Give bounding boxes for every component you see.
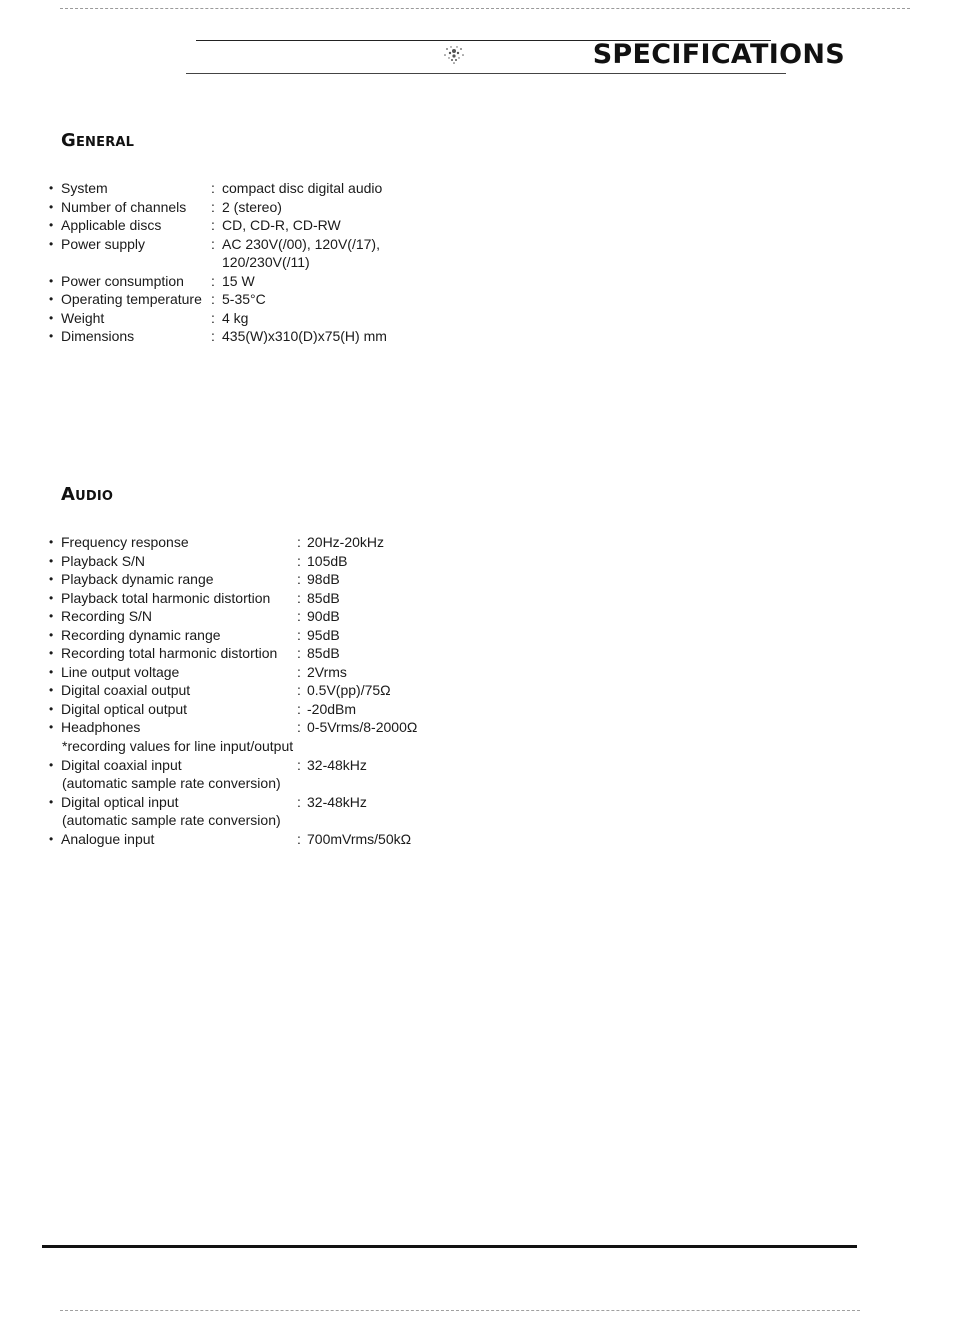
spec-label: Power consumption — [61, 272, 184, 289]
bullet-icon: • — [49, 181, 54, 195]
spec-value: 0-5Vrms/8-2000Ω — [307, 719, 418, 736]
spec-value: 4 kg — [222, 309, 249, 326]
spec-label: Digital optical output — [61, 700, 188, 717]
spec-separator: : — [297, 756, 301, 773]
spec-note: (automatic sample rate conversion) — [62, 812, 281, 829]
spec-label: Dimensions — [61, 328, 135, 345]
spec-label: Headphones — [61, 719, 141, 736]
spec-value: AC 230V(/00), 120V(/17), — [222, 235, 380, 252]
bullet-icon: • — [49, 757, 54, 772]
spec-label: Recording dynamic range — [61, 626, 221, 643]
spec-value: 2 (stereo) — [222, 198, 282, 215]
spec-label: Frequency response — [61, 534, 189, 550]
spec-separator: : — [297, 663, 301, 680]
spec-value: 700mVrms/50kΩ — [307, 830, 412, 847]
spec-value: 32-48kHz — [307, 793, 367, 810]
spec-note: *recording values for line input/output — [62, 738, 294, 755]
bullet-icon: • — [49, 646, 54, 661]
spec-separator: : — [297, 608, 301, 625]
bullet-icon: • — [49, 553, 54, 568]
bullet-icon: • — [49, 329, 54, 344]
spec-value: 15 W — [222, 272, 255, 289]
spec-note: (automatic sample rate conversion) — [62, 775, 281, 792]
spec-separator: : — [211, 180, 215, 196]
spec-separator: : — [211, 328, 215, 345]
spec-value: 90dB — [307, 608, 340, 625]
spec-value: compact disc digital audio — [222, 180, 383, 196]
spec-value: 85dB — [307, 589, 340, 606]
bullet-icon: • — [49, 609, 54, 624]
bullet-icon: • — [49, 218, 54, 233]
bullet-icon: • — [49, 683, 54, 698]
spec-label: Recording S/N — [61, 608, 153, 625]
bullet-icon: • — [49, 199, 54, 214]
spec-label: Digital coaxial output — [61, 682, 191, 699]
header-ornament-icon — [437, 43, 471, 67]
spec-separator: : — [297, 645, 301, 662]
bullet-icon: • — [49, 292, 54, 307]
spec-separator: : — [297, 719, 301, 736]
spec-value: 20Hz-20kHz — [307, 534, 385, 550]
scan-artifact-bottom — [60, 1310, 860, 1311]
section-title-general: General — [61, 130, 135, 151]
spec-separator: : — [297, 589, 301, 606]
footer-rule — [42, 1245, 857, 1248]
spec-label: System — [61, 180, 108, 196]
spec-value: 95dB — [307, 626, 340, 643]
spec-value: 32-48kHz — [307, 756, 367, 773]
spec-separator: : — [211, 198, 215, 215]
bullet-icon: • — [49, 590, 54, 605]
bullet-icon: • — [49, 273, 54, 288]
spec-value: 0.5V(pp)/75Ω — [307, 682, 391, 699]
header-rule-bottom — [186, 73, 786, 74]
scan-artifact-top — [60, 8, 910, 9]
spec-label: Line output voltage — [61, 663, 180, 680]
spec-value: 85dB — [307, 645, 340, 662]
spec-label: Playback S/N — [61, 552, 146, 569]
spec-separator: : — [297, 552, 301, 569]
spec-value: 2Vrms — [307, 663, 347, 680]
spec-separator: : — [211, 217, 215, 234]
section-title-audio: Audio — [61, 484, 114, 505]
spec-separator: : — [297, 793, 301, 810]
spec-label: Digital coaxial input — [61, 756, 182, 773]
spec-separator: : — [297, 700, 301, 717]
spec-separator: : — [211, 235, 215, 252]
spec-value: 5-35°C — [222, 291, 266, 308]
spec-label: Number of channels — [61, 198, 187, 215]
spec-separator: : — [211, 272, 215, 289]
bullet-icon: • — [49, 627, 54, 642]
spec-label: Applicable discs — [61, 217, 162, 234]
bullet-icon: • — [49, 572, 54, 587]
spec-separator: : — [297, 534, 301, 550]
spec-label: Playback dynamic range — [61, 571, 214, 588]
bullet-icon: • — [49, 831, 54, 846]
spec-label: Weight — [61, 309, 105, 326]
bullet-icon: • — [49, 701, 54, 716]
spec-separator: : — [297, 571, 301, 588]
spec-separator: : — [297, 682, 301, 699]
bullet-icon: • — [49, 236, 54, 251]
page-title: SPECIFICATIONS — [592, 39, 845, 70]
spec-value: 98dB — [307, 571, 340, 588]
bullet-icon: • — [49, 794, 54, 809]
spec-value: 435(W)x310(D)x75(H) mm — [222, 328, 387, 345]
spec-separator: : — [211, 309, 215, 326]
bullet-icon: • — [49, 310, 54, 325]
spec-value: CD, CD-R, CD-RW — [222, 217, 341, 234]
spec-label: Recording total harmonic distortion — [61, 645, 278, 662]
spec-separator: : — [211, 291, 215, 308]
spec-label: Playback total harmonic distortion — [61, 589, 271, 606]
spec-separator: : — [297, 830, 301, 847]
spec-label: Analogue input — [61, 830, 155, 847]
spec-label: Digital optical input — [61, 793, 179, 810]
spec-label: Operating temperature — [61, 291, 202, 308]
spec-value: 120/230V(/11) — [222, 254, 310, 271]
bullet-icon: • — [49, 535, 54, 549]
spec-separator: : — [297, 626, 301, 643]
spec-value: 105dB — [307, 552, 348, 569]
spec-value: -20dBm — [307, 700, 357, 717]
bullet-icon: • — [49, 720, 54, 735]
spec-label: Power supply — [61, 235, 146, 252]
bullet-icon: • — [49, 664, 54, 679]
